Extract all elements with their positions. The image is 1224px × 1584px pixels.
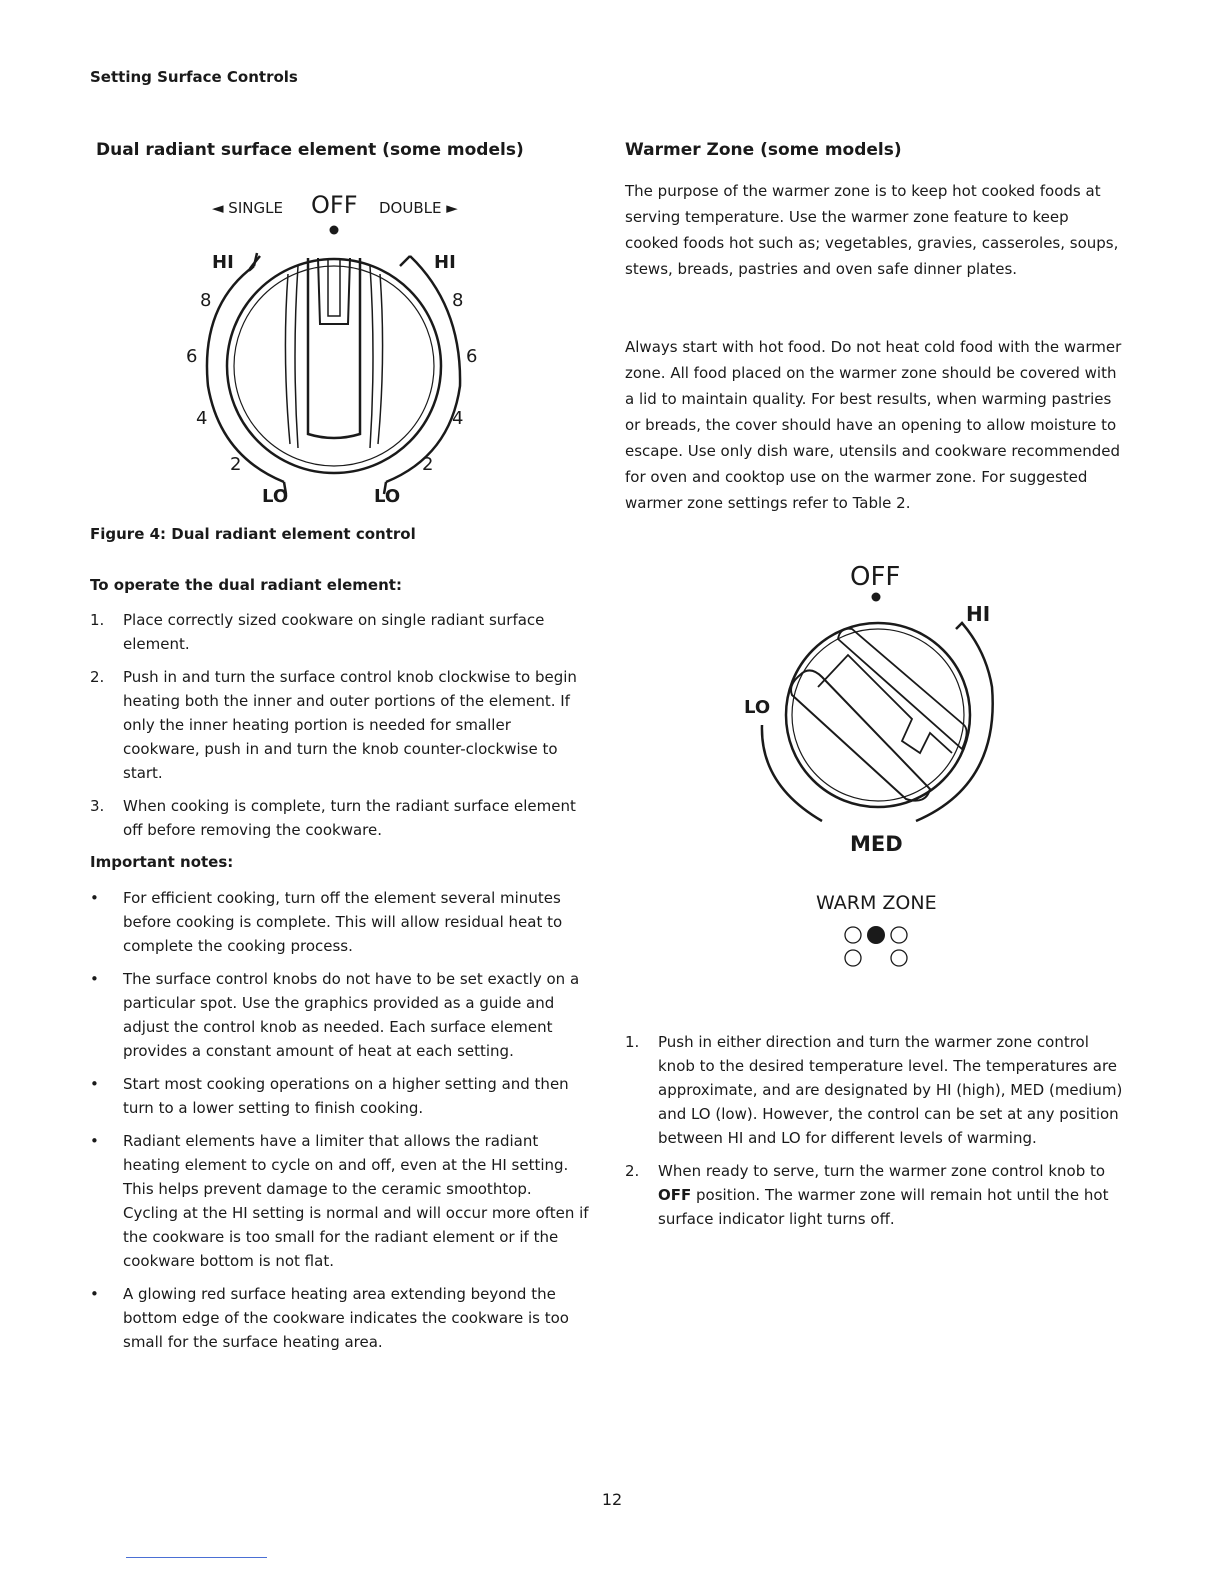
dial-knob-outer: [227, 259, 441, 473]
dial-double-4: 4: [452, 408, 464, 429]
zone-indicator-empty: [891, 927, 907, 943]
zone-indicator-empty: [845, 950, 861, 966]
dial-single-label: ◄ SINGLE: [212, 199, 283, 217]
list-item: • Start most cooking operations on a higher setting and then turn to a lower setting to finish cooking.: [90, 1075, 569, 1117]
list-item: • For efficient cooking, turn off the element several minutes before cooking is complete. This will allow residual heat to complete the cooking process.: [90, 889, 563, 955]
dial-double-hi: HI: [434, 252, 456, 273]
footer-rule: [126, 1557, 267, 1558]
warm-dial-grip: [791, 670, 930, 800]
warmer-instructions-paragraph: Always start with hot food. Do not heat cold food with the warmer zone. All food placed on the warmer zone should be covered with a lid to maintain quality. For best results, when warming pastries or breads, the cover should have an opening to allow moisture to escape. Use only dish ware, utensils and cookware recommended for oven and cooktop use on the warmer zone. For suggested warmer zone settings refer to Table 2.: [625, 338, 1122, 512]
single-scale-arc: [207, 256, 284, 482]
dial-double-lo: LO: [374, 486, 401, 507]
dual-radiant-dial-figure: [170, 186, 500, 516]
double-scale-arc: [386, 256, 460, 482]
zone-indicator-empty: [845, 927, 861, 943]
important-notes-list: [90, 886, 590, 1354]
operate-heading: To operate the dual radiant element:: [90, 576, 402, 594]
figure-caption: Figure 4: Dual radiant element control: [90, 525, 416, 543]
warmer-steps-list: [625, 1030, 1125, 1231]
dial-double-2: 2: [422, 454, 434, 475]
list-item: 1. Place correctly sized cookware on single radiant surface element.: [90, 611, 545, 653]
warm-dial-hi-label: HI: [966, 602, 991, 626]
warm-dial-off-label: OFF: [850, 562, 901, 592]
dial-grip: [308, 258, 360, 438]
zone-indicator-empty: [891, 950, 907, 966]
list-item: • Radiant elements have a limiter that allows the radiant heating element to cycle on and off, even at the HI setting. This helps prevent damage to the ceramic smoothtop. Cycling at the HI setting is normal and will occur more often if the cookware is too small for the radiant element or if the cookware bottom is not flat.: [90, 1132, 589, 1270]
warm-scale-arc-left: [762, 725, 822, 821]
dual-radiant-heading: Dual radiant surface element (some models): [96, 140, 524, 160]
warm-zone-dial-figure: [730, 555, 1020, 975]
warm-knob-inner: [792, 629, 964, 801]
dial-double-8: 8: [452, 290, 464, 311]
important-notes-heading: Important notes:: [90, 853, 234, 871]
section-label: Setting Surface Controls: [90, 68, 298, 86]
warm-dial-med-label: MED: [850, 832, 903, 856]
dial-double-label: DOUBLE ►: [379, 199, 458, 217]
dial-single-8: 8: [200, 290, 212, 311]
dial-single-hi: HI: [212, 252, 234, 273]
dial-off-dot: [330, 226, 339, 235]
list-item: • The surface control knobs do not have to be set exactly on a particular spot. Use the graphics provided as a guide and adjust the control knob as needed. Each surface element provides a constant amount of heat at each setting.: [90, 970, 580, 1060]
warm-dial-off-dot: [872, 593, 881, 602]
warm-zone-label: WARM ZONE: [816, 892, 937, 914]
list-item: 2. When ready to serve, turn the warmer zone control knob to OFF position. The warmer zone will remain hot until the hot surface indicator light turns off.: [625, 1162, 1109, 1228]
list-item: 2. Push in and turn the surface control knob clockwise to begin heating both the inner and outer portions of the element. If only the inner heating portion is needed for smaller cookware, push in and turn the knob counter-clockwise to start.: [90, 668, 577, 782]
dial-knob-inner: [234, 266, 434, 466]
page-number: 12: [601, 1490, 623, 1509]
warm-dial-lo-label: LO: [744, 697, 771, 718]
list-item: 3. When cooking is complete, turn the radiant surface element off before removing the cookware.: [90, 797, 576, 839]
list-item: • A glowing red surface heating area extending beyond the bottom edge of the cookware indicates the cookware is too small for the surface heating area.: [90, 1285, 569, 1351]
dial-double-6: 6: [466, 346, 478, 367]
dial-single-4: 4: [196, 408, 208, 429]
list-item: 1. Push in either direction and turn the warmer zone control knob to the desired temperature level. The temperatures are approximate, and are designated by HI (high), MED (medium) and LO (low). However, the control can be set at any position between HI and LO for different levels of warming.: [625, 1033, 1123, 1147]
warmer-purpose-paragraph: The purpose of the warmer zone is to keep hot cooked foods at serving temperature. Use the warmer zone feature to keep cooked foods hot such as; vegetables, gravies, casseroles, soups, stews, breads, pastries and oven safe dinner plates.: [625, 182, 1119, 278]
dial-single-lo: LO: [262, 486, 289, 507]
dial-single-2: 2: [230, 454, 242, 475]
dial-single-6: 6: [186, 346, 198, 367]
zone-indicator-active: [867, 926, 885, 944]
dial-off-label: OFF: [311, 191, 358, 219]
operate-steps-list: [90, 608, 590, 842]
warmer-zone-heading: Warmer Zone (some models): [625, 140, 902, 160]
